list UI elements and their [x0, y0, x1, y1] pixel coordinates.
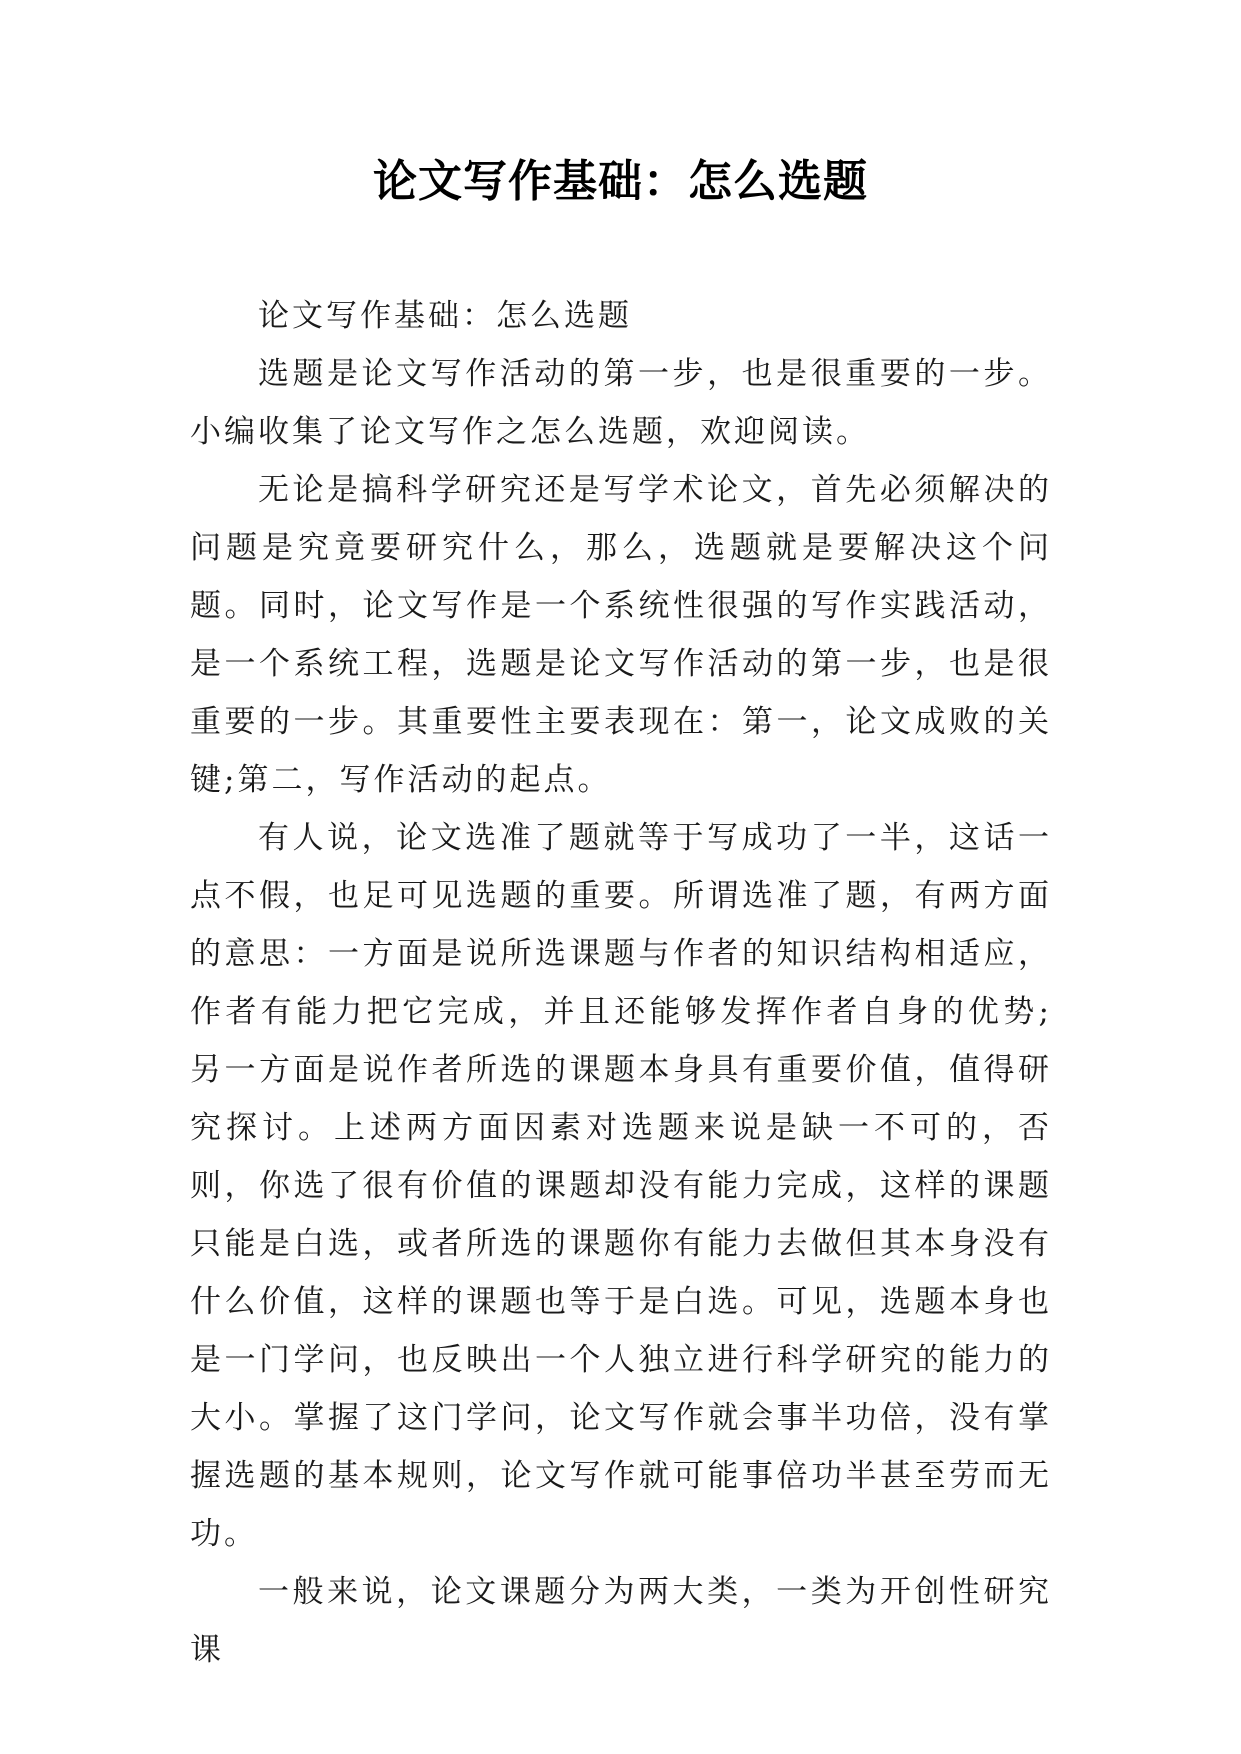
document-title: 论文写作基础：怎么选题 [373, 156, 868, 207]
paragraph-choosing-well: 有人说，论文选准了题就等于写成功了一半，这话一点不假，也足可见选题的重要。所谓选准了题，有两方面的意思：一方面是说所选课题与作者的知识结构相适应，作者有能力把它完成，并且还能够发挥作者自身的优势;另一方面是说作者所选的课题本身具有重要价值，值得研究探讨。上述两方面因素对选题来说是缺一不可的，否则，你选了很有价值的课题却没有能力完成，这样的课题只能是白选，或者所选的课题你有能力去做但其本身没有什么价值，这样的课题也等于是白选。可见，选题本身也是一门学问，也反映出一个人独立进行科学研究的能力的大小。掌握了这门学问，论文写作就会事半功倍，没有掌握选题的基本规则，论文写作就可能事倍功半甚至劳而无功。 [190, 820, 1052, 1552]
paragraph-intro: 选题是论文写作活动的第一步，也是很重要的一步。小编收集了论文写作之怎么选题，欢迎阅读。 [190, 356, 1052, 450]
paragraph-subtitle: 论文写作基础：怎么选题 [258, 298, 632, 334]
paragraph-importance: 无论是搞科学研究还是写学术论文，首先必须解决的问题是究竟要研究什么，那么，选题就是要解决这个问题。同时，论文写作是一个系统性很强的写作实践活动，是一个系统工程，选题是论文写作活动的第一步，也是很重要的一步。其重要性主要表现在：第一，论文成败的关键;第二，写作活动的起点。 [190, 472, 1052, 798]
paragraph-categories: 一般来说，论文课题分为两大类，一类为开创性研究课 [190, 1574, 1052, 1668]
document-body [190, 287, 1052, 1679]
